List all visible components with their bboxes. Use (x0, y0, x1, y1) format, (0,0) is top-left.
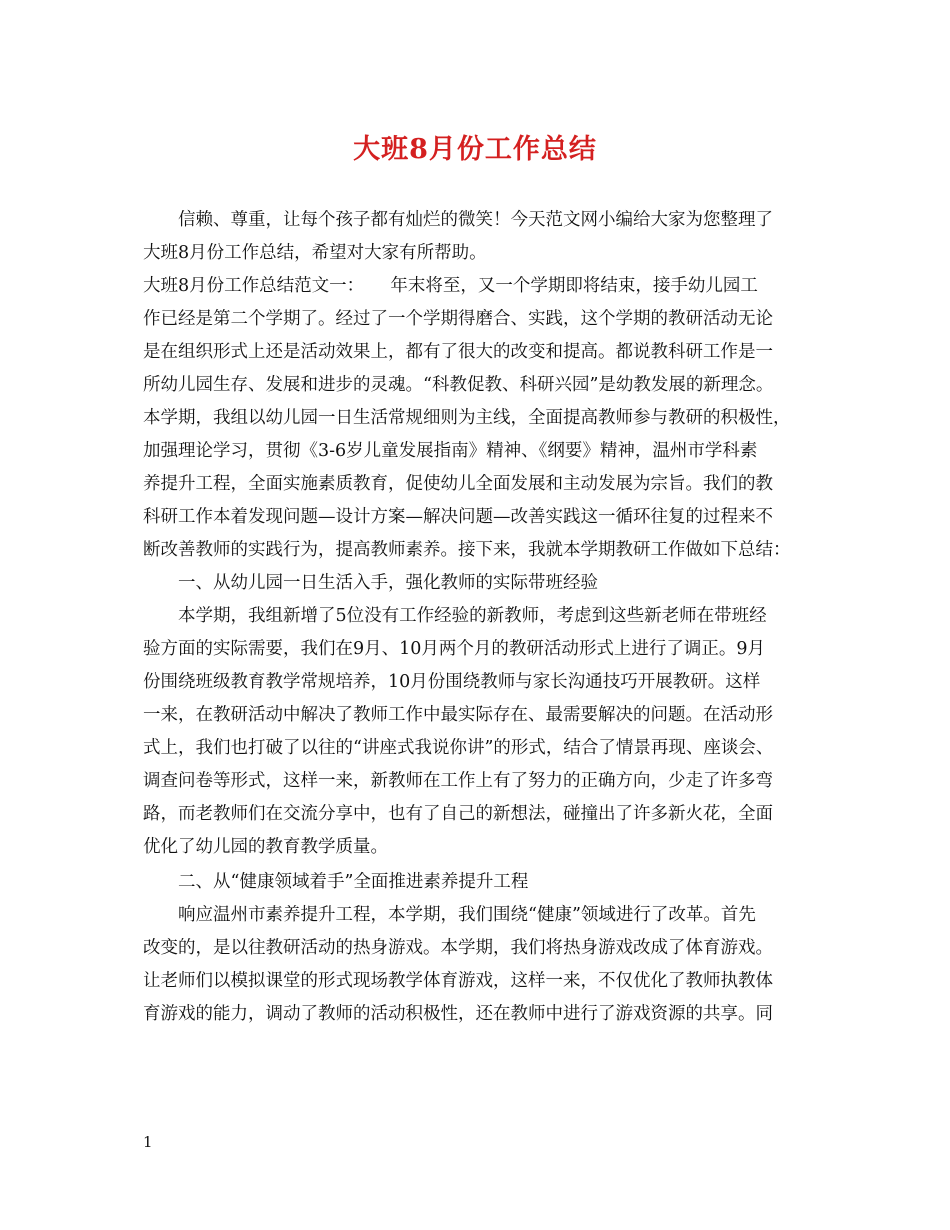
text-line: 验方面的实际需要，我们在9月、10月两个月的教研活动形式上进行了调正。9月 (143, 639, 766, 659)
text-line: 断改善教师的实践行为，提高教师素养。接下来，我就本学期教研工作做如下总结： (143, 540, 791, 560)
text-line: 让老师们以模拟课堂的形式现场教学体育游戏，这样一来，不仅优化了教师执教体 (143, 971, 773, 991)
text-line: 本学期，我组以幼儿园一日生活常规细则为主线，全面提高教师参与教研的积极性， (143, 408, 791, 428)
text-line: 优化了幼儿园的教育教学质量。 (143, 837, 388, 857)
text-line: 信赖、尊重，让每个孩子都有灿烂的微笑！今天范文网小编给大家为您整理了 (178, 210, 773, 230)
text-line: 本学期，我组新增了5位没有工作经验的新教师，考虑到这些新老师在带班经 (178, 606, 767, 626)
text-line: 作已经是第二个学期了。经过了一个学期得磨合、实践，这个学期的教研活动无论 (143, 309, 773, 329)
section-heading: 一、从幼儿园一日生活入手，强化教师的实际带班经验 (178, 573, 598, 593)
text-line: 一来，在教研活动中解决了教师工作中最实际存在、最需要解决的问题。在活动形 (143, 705, 773, 725)
text-line: 育游戏的能力，调动了教师的活动积极性，还在教师中进行了游戏资源的共享。同 (143, 1004, 773, 1024)
text-line: 式上，我们也打破了以往的“讲座式我说你讲”的形式，结合了情景再现、座谈会、 (143, 738, 774, 758)
text-line: 科研工作本着发现问题—设计方案—解决问题—改善实践这一循环往复的过程来不 (143, 507, 773, 527)
text-line: 改变的，是以往教研活动的热身游戏。本学期，我们将热身游戏改成了体育游戏。 (143, 938, 773, 958)
text-line: 加强理论学习，贯彻《3-6岁儿童发展指南》精神、《纲要》精神，温州市学科素 (143, 441, 758, 461)
text-line: 调查问卷等形式，这样一来，新教师在工作上有了努力的正确方向，少走了许多弯 (143, 771, 773, 791)
text-line: 大班8月份工作总结范文一： 年末将至，又一个学期即将结束，接手幼儿园工 (143, 276, 758, 296)
document-title: 大班8月份工作总结 (353, 134, 597, 165)
text-line: 响应温州市素养提升工程，本学期，我们围绕“健康”领域进行了改革。首先 (178, 905, 756, 925)
text-line: 路，而老教师们在交流分享中，也有了自己的新想法，碰撞出了许多新火花，全面 (143, 804, 773, 824)
text-line: 大班8月份工作总结，希望对大家有所帮助。 (143, 243, 487, 263)
text-line: 份围绕班级教育教学常规培养，10月份围绕教师与家长沟通技巧开展教研。这样 (143, 672, 761, 692)
text-line: 所幼儿园生存、发展和进步的灵魂。“科教促教、科研兴园”是幼教发展的新理念。 (143, 375, 774, 395)
section-heading: 二、从“健康领域着手”全面推进素养提升工程 (178, 872, 529, 892)
text-line: 养提升工程，全面实施素质教育，促使幼儿全面发展和主动发展为宗旨。我们的教 (143, 474, 773, 494)
text-line: 是在组织形式上还是活动效果上，都有了很大的改变和提高。都说教科研工作是一 (143, 342, 773, 362)
document-body (143, 204, 823, 1031)
page-number: 1 (143, 1133, 153, 1151)
